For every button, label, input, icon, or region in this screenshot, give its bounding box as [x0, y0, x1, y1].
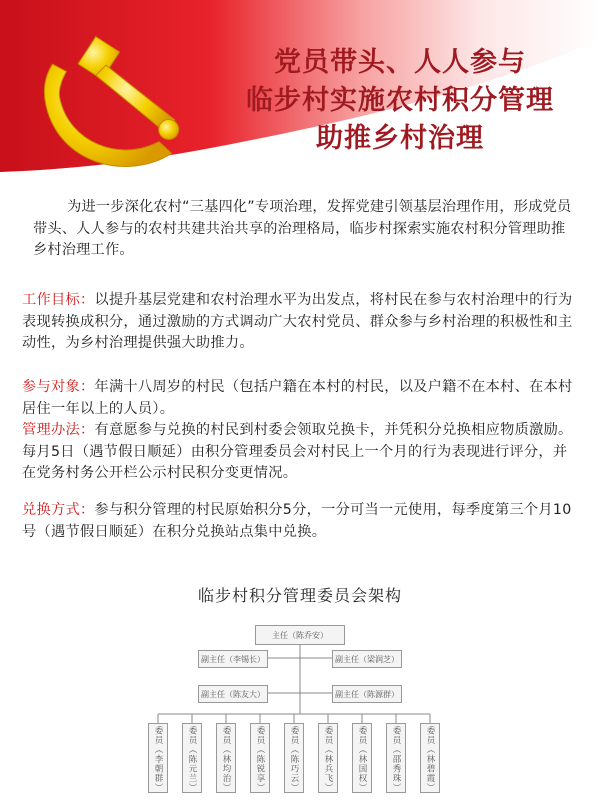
org-member-box: 委员（陈元兰）: [182, 723, 202, 793]
section-participants-text: 年满十八周岁的村民（包括户籍在本村的村民，以及户籍不在本村、在本村居住一年以上的人员）。: [22, 379, 573, 417]
section-method-text: 有意愿参与兑换的村民到村委会领取兑换卡，并凭积分兑换相应物质激励。每月5日（遇节假日顺延）由积分管理委员会对村民上一个月的行为表现进行评分，并在党务村务公开栏公示村民积分变更情况。: [22, 422, 573, 482]
org-vice-box: 副主任（李锡长）: [198, 650, 268, 668]
title-line-2: 临步村实施农村积分管理: [246, 85, 554, 116]
section-method: [22, 420, 578, 485]
org-vice-box: 副主任（陈友大）: [198, 685, 268, 703]
org-chart-title: 临步村积分管理委员会架构: [197, 586, 402, 605]
section-exchange-text: 参与积分管理的村民原始积分5分，一分可当一元使用，每季度第三个月10号（遇节假日顺延）在积分兑换站点集中兑换。: [22, 502, 572, 540]
section-exchange: [22, 500, 578, 543]
page-title: [200, 44, 600, 158]
section-goal: [22, 290, 578, 355]
org-member-box: 委员（陈巧云）: [284, 723, 304, 793]
section-participants: [22, 377, 578, 420]
org-member-box: 委员（林均治）: [216, 723, 236, 793]
section-exchange-label: 兑换方式：: [22, 502, 95, 518]
section-goal-label: 工作目标：: [22, 292, 95, 308]
section-goal-text: 以提升基层党建和农村治理水平为出发点，将村民在参与农村治理中的行为表现转换成积分，通过激励的方式调动广大农村党员、群众参与乡村治理的积极性和主动性，为乡村治理提供强大助推力。: [22, 292, 573, 352]
org-vice-box: 副主任（梁润芝）: [332, 650, 402, 668]
org-member-box: 委员（李朝群）: [148, 723, 168, 793]
section-participants-label: 参与对象：: [22, 379, 95, 395]
org-member-box: 委员（林兵飞）: [318, 723, 338, 793]
org-chair-box: 主任（陈乔安）: [255, 625, 345, 645]
org-member-box: 委员（邵秀珠）: [386, 723, 406, 793]
section-method-label: 管理办法：: [22, 422, 95, 438]
org-vice-box: 副主任（陈源群）: [332, 685, 402, 703]
org-member-box: 委员（陈锐享）: [250, 723, 270, 793]
title-line-3: 助推乡村治理: [316, 123, 484, 154]
title-line-1: 党员带头、人人参与: [274, 47, 526, 78]
org-member-box: 委员（林碧霞）: [420, 723, 440, 793]
org-member-box: 委员（林国权）: [352, 723, 372, 793]
header-banner: [0, 0, 600, 185]
org-chart: [0, 608, 600, 807]
intro-paragraph: 为进一步深化农村“三基四化”专项治理，发挥党建引领基层治理作用，形成党员带头、人人参与的农村共建共治共享的治理格局，临步村探索实施农村积分管理助推乡村治理工作。: [33, 199, 572, 258]
